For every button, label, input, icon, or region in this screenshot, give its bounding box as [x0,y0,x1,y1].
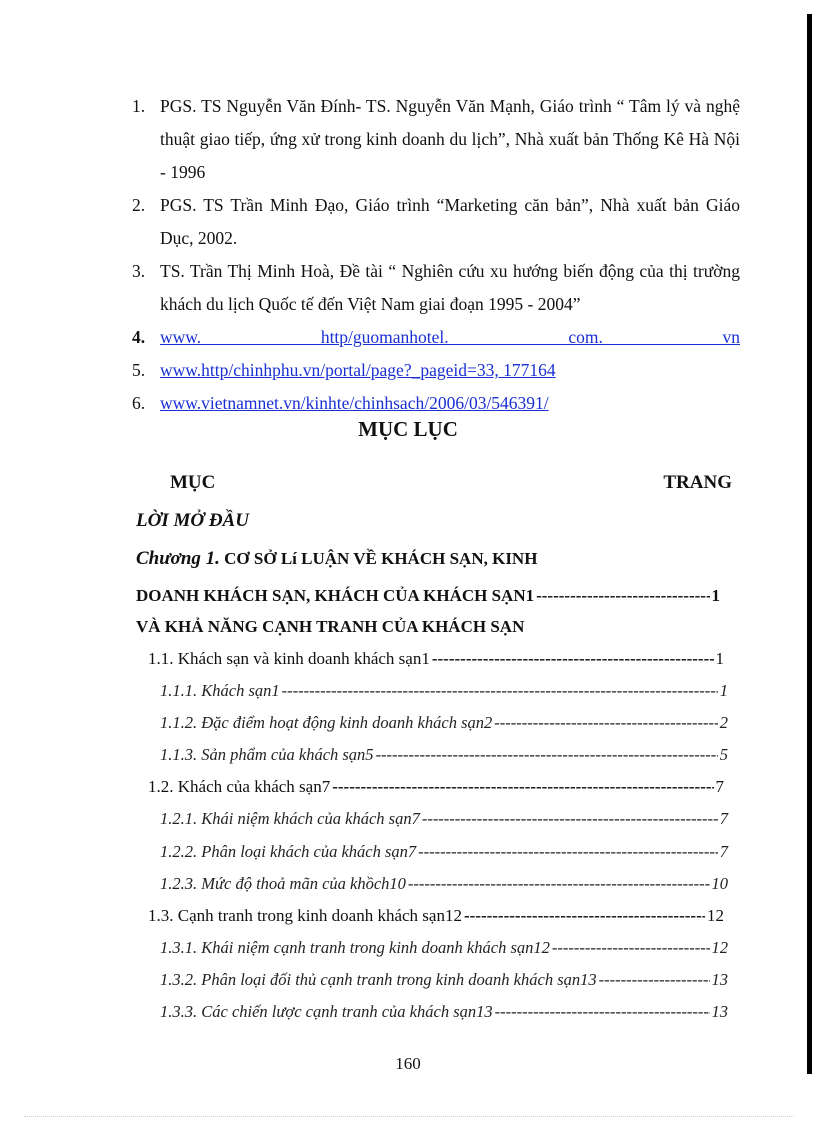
toc-chapter-line1[interactable] [136,548,726,570]
chapter-label: Chương 1. [136,548,220,569]
toc-intro[interactable]: LỜI MỞ ĐẦU [136,510,249,531]
toc-leader [536,586,709,606]
reference-number: 3. [132,261,146,281]
chapter-title-line2: DOANH KHÁCH SẠN, KHÁCH CỦA KHÁCH SẠN1 [136,586,535,605]
toc-entry[interactable] [160,681,728,701]
reference-link[interactable]: www. http/guomanhotel. com. vn [160,327,740,347]
toc-leader [464,906,705,926]
toc-entry[interactable] [148,777,724,797]
toc-leader [552,938,710,958]
reference-item [132,387,740,420]
toc-leader [418,842,718,862]
reference-text: TS. Trần Thị Minh Hoà, Đề tài “ Nghiên cứu xu hướng biến động của thị trường khách du lịch Quốc tế đến Việt Nam giai đoạn 1995 - 2004” [160,261,740,314]
toc-entry-text: 1.2.3. Mức độ thoả mãn của khồch10 [160,874,406,893]
toc-page: 10 [711,874,728,893]
toc-entry-text: 1.1.2. Đặc điểm hoạt động kinh doanh khách sạn2 [160,713,493,732]
toc-entry[interactable] [160,970,728,990]
reference-text: PGS. TS Nguyễn Văn Đính- TS. Nguyễn Văn Mạnh, Giáo trình “ Tâm lý và nghệ thuật giao tiếp, ứng xử trong kinh doanh du lịch”, Nhà xuất bản Thống Kê Hà Nội - 1996 [160,96,740,182]
toc-page: 1 [715,649,724,668]
toc-col-right: TRANG [663,472,732,493]
toc-page: 13 [711,1002,728,1021]
toc-entry-text: 1.3. Cạnh tranh trong kinh doanh khách sạn12 [148,906,462,925]
toc-entry[interactable] [160,745,728,765]
reference-text: PGS. TS Trần Minh Đạo, Giáo trình “Marketing căn bản”, Nhà xuất bản Giáo Dục, 2002. [160,195,740,248]
toc-entry-text: 1.3.2. Phân loại đối thủ cạnh tranh trong kinh doanh khách sạn13 [160,970,597,989]
toc-entry-text: 1.2.1. Khái niệm khách của khách sạn7 [160,809,420,828]
toc-page: 2 [719,713,728,732]
page-border [807,14,812,1074]
toc-entry[interactable] [160,938,728,958]
reference-number: 6. [132,393,146,413]
toc-leader [422,809,718,829]
toc-leader [282,681,718,701]
toc-leader [332,777,713,797]
toc-entry[interactable] [160,842,728,862]
toc-title: MỤC LỤC [358,417,458,441]
toc-entry-text: 1.1. Khách sạn và kinh doanh khách sạn1 [148,649,430,668]
toc-entry-text: 1.3.1. Khái niệm cạnh tranh trong kinh doanh khách sạn12 [160,938,550,957]
toc-entry[interactable] [148,906,724,926]
toc-entry[interactable] [160,713,728,733]
reference-item [132,354,740,387]
reference-number: 5. [132,360,146,380]
toc-page: 7 [719,842,728,861]
toc-entry[interactable] [160,1002,728,1022]
toc-entry-text: 1.1.1. Khách sạn1 [160,681,280,700]
toc-page: 5 [719,745,728,764]
toc-leader [494,713,718,733]
reference-number: 1. [132,96,146,116]
toc-entry[interactable] [148,649,724,669]
toc-col-left: MỤC [170,472,216,493]
toc-leader [376,745,718,765]
toc-entry[interactable] [160,809,728,829]
toc-entry-text: 1.2. Khách của khách sạn7 [148,777,331,796]
toc-leader [408,874,710,894]
reference-link[interactable]: www.vietnamnet.vn/kinhte/chinhsach/2006/03/546391/ [160,393,549,413]
toc-page: 13 [711,970,728,989]
reference-item [132,255,740,321]
reference-number: 4. [132,327,146,347]
page-bottom-divider [24,1116,794,1117]
reference-item [132,189,740,255]
toc-column-headers [170,472,732,494]
toc-page: 7 [715,777,724,796]
toc-entry-text: 1.1.3. Sản phẩm của khách sạn5 [160,745,374,764]
reference-item [132,90,740,189]
chapter-title-line1: CƠ SỞ Lí LUẬN VỀ KHÁCH SẠN, KINH [224,549,538,568]
toc-page: 12 [711,938,728,957]
page-number: 160 [395,1054,421,1073]
toc-chapter-line3: VÀ KHẢ NĂNG CẠNH TRANH CỦA KHÁCH SẠN [136,617,525,636]
toc-leader [495,1002,710,1022]
toc-entry-text: 1.2.2. Phân loại khách của khách sạn7 [160,842,417,861]
reference-link[interactable]: www.http/chinhphu.vn/portal/page?_pageid=33, 177164 [160,360,556,380]
toc-page: 12 [707,906,724,925]
reference-number: 2. [132,195,146,215]
toc-entry[interactable] [160,874,728,894]
reference-list [132,90,740,420]
toc-chapter-line2[interactable] [136,586,720,606]
toc-page: 7 [719,809,728,828]
toc-leader [432,649,714,669]
toc-page: 1 [719,681,728,700]
toc-page: 1 [711,586,720,605]
toc-entry-text: 1.3.3. Các chiến lược cạnh tranh của khách sạn13 [160,1002,493,1021]
toc-leader [599,970,710,990]
reference-item [132,321,740,354]
